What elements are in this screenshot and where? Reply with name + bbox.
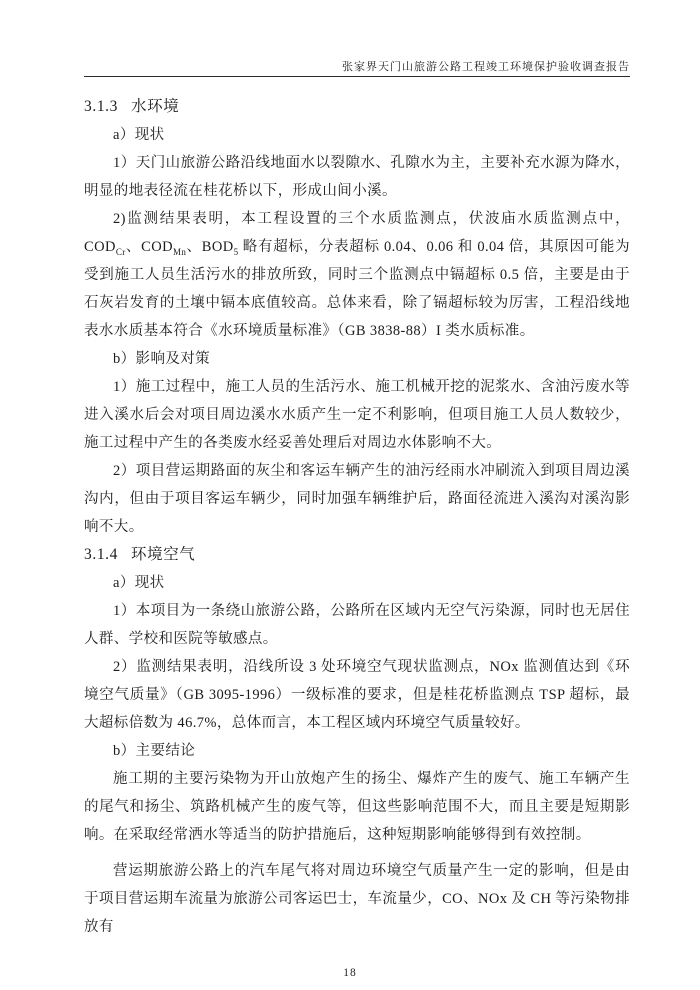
section-title: 水环境	[131, 98, 180, 115]
page-footer	[0, 963, 700, 981]
page-number: 18	[343, 967, 357, 979]
water-para-monitoring: 2)监测结果表明，本工程设置的三个水质监测点，伏波庙水质监测点中，$COD_{Cr}$、$COD_{Mn}$、$BOD_5$ 略有超标，分表超标 0.04、0.06 和 0.04 倍，其原因可能为受到施工人员生活污水的排放所致，同时三个监测点中镉超标 0.5 倍，主要是由于石灰岩发育的土壤中镉本底值较高。总体来看，除了镉超标较为厉害，工程沿线地表水水质基本符合《水环境质量标准》（GB 3838-88）I 类水质标准。	[84, 211, 630, 339]
page-header	[84, 0, 630, 77]
section-number: 3.1.4	[84, 546, 118, 563]
air-para-construction-conclusion: 施工期的主要污染物为开山放炮产生的扬尘、爆炸产生的废气、施工车辆产生的尾气和扬尘、筑路机械产生的废气等，但这些影响范围不大，而且主要是短期影响。在采取经常洒水等适当的防护措施后，这种短期影响能够得到有效控制。	[84, 771, 630, 843]
header-title: 张家界天门山旅游公路工程竣工环境保护验收调查报告	[342, 61, 630, 73]
water-item-a-label: a）现状	[113, 127, 165, 143]
air-para-monitoring: 2）监测结果表明，沿线所设 3 处环境空气现状监测点，NOx 监测值达到《环境空气质量》（GB 3095-1996）一级标准的要求，但是桂花桥监测点 TSP 超标，最大超标倍数为 46.7%，总体而言，本工程区域内环境空气质量较好。	[84, 659, 630, 731]
water-para-construction-impact: 1）施工过程中，施工人员的生活污水、施工机械开挖的泥浆水、含油污废水等进入溪水后会对项目周边溪水水质产生一定不利影响，但项目施工人员人数较少，施工过程中产生的各类废水经妥善处理后对周边水体影响不大。	[84, 379, 630, 451]
section-heading-3-1-3	[84, 93, 630, 121]
water-item-b-label: b）影响及对策	[113, 351, 211, 367]
air-item-b-label: b）主要结论	[113, 743, 196, 759]
air-para-operation-conclusion: 营运期旅游公路上的汽车尾气将对周边环境空气质量产生一定的影响，但是由于项目营运期车流量为旅游公司客运巴士，车流量少，CO、NOx 及 CH 等污染物排放有	[84, 863, 630, 935]
section-number: 3.1.3	[84, 98, 118, 115]
section-title: 环境空气	[131, 546, 196, 563]
air-item-a-label: a）现状	[113, 575, 165, 591]
air-para-status: 1）本项目为一条绕山旅游公路，公路所在区域内无空气污染源，同时也无居住人群、学校和医院等敏感点。	[84, 603, 630, 647]
water-para-operation-impact: 2）项目营运期路面的灰尘和客运车辆产生的油污经雨水冲刷流入到项目周边溪沟内，但由于项目客运车辆少，同时加强车辆维护后，路面径流进入溪沟对溪沟影响不大。	[84, 463, 630, 535]
water-para-status: 1）天门山旅游公路沿线地面水以裂隙水、孔隙水为主，主要补充水源为降水，明显的地表径流在桂花桥以下，形成山间小溪。	[84, 155, 630, 199]
document-body	[84, 93, 630, 941]
section-heading-3-1-4	[84, 541, 630, 569]
